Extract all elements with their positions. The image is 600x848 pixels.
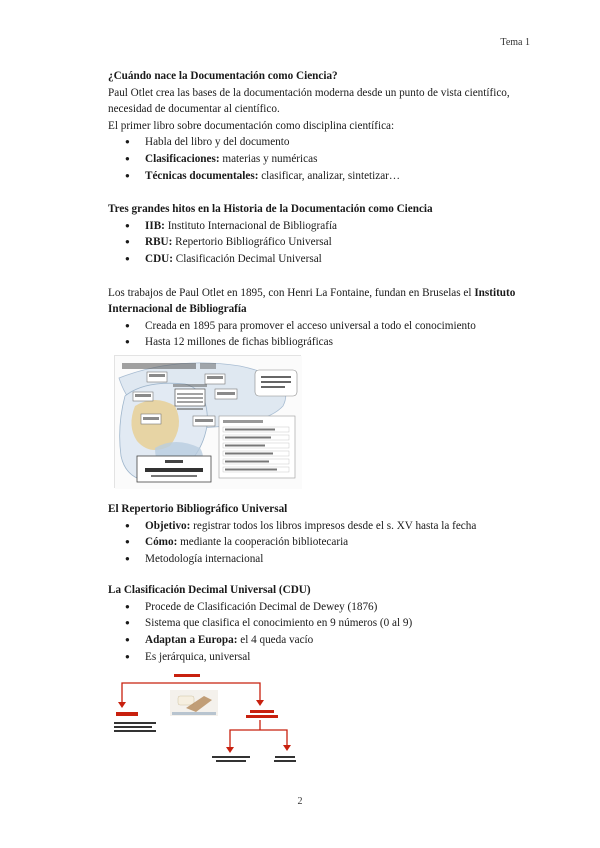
item-bold: RBU: [145, 236, 173, 249]
item-text: Instituto Internacional de Bibliografía [164, 219, 338, 232]
bullet-list [108, 218, 538, 268]
section-heading: La Clasificación Decimal Universal (CDU) [108, 584, 311, 597]
item-bold: Técnicas documentales: [145, 169, 259, 182]
cdu-diagram-figure [112, 674, 297, 776]
cdu-diagram-graphic [112, 674, 297, 776]
item-text: Es jerárquica, universal [145, 650, 251, 663]
item-text: Repertorio Bibliográfico Universal [172, 236, 332, 249]
list-item [108, 218, 538, 235]
list-item [108, 334, 538, 351]
section-heading: Tres grandes hitos en la Historia de la Documentación como Ciencia [108, 203, 433, 216]
section-heading: ¿Cuándo nace la Documentación como Ciencia? [108, 70, 338, 82]
paragraph-bold: Instituto Internacional de Bibliografía [108, 286, 516, 316]
item-bold: CDU: [145, 252, 173, 265]
bullet-list [108, 134, 538, 184]
item-text: Creada en 1895 para promover el acceso universal a todo el conocimiento [145, 319, 476, 332]
item-bold: Cómo: [145, 536, 178, 549]
item-text: Sistema que clasifica el conocimiento en 9 números (0 al 9) [145, 617, 413, 630]
list-item [108, 632, 538, 649]
iib-diagram-figure [114, 355, 301, 488]
item-text: Clasificación Decimal Universal [172, 252, 322, 265]
item-text: clasificar, analizar, sintetizar… [258, 169, 401, 182]
list-item [108, 234, 538, 251]
list-item [108, 551, 538, 568]
item-text: Hasta 12 millones de fichas bibliográficas [145, 336, 333, 349]
list-item [108, 134, 538, 151]
list-item [108, 649, 538, 666]
section-heading: El Repertorio Bibliográfico Universal [108, 502, 288, 515]
paragraph [108, 285, 538, 318]
item-text: mediante la cooperación bibliotecaria [177, 536, 349, 549]
bullet-list [108, 599, 538, 665]
item-bold: Clasificaciones: [145, 152, 220, 165]
list-item [108, 318, 538, 335]
list-item [108, 151, 538, 168]
page-number: 2 [297, 796, 303, 807]
item-bold: Objetivo: [145, 519, 191, 532]
list-item [108, 518, 538, 535]
list-item [108, 615, 538, 632]
paragraph: Paul Otlet crea las bases de la documentación moderna desde un punto de vista científico, necesidad de documentar al científico. [108, 86, 510, 116]
item-text: Procede de Clasificación Decimal de Dewey (1876) [145, 600, 378, 613]
item-text: materias y numéricas [219, 152, 318, 165]
item-bold: IIB: [145, 219, 165, 232]
list-item [108, 534, 538, 551]
item-text: Metodología internacional [145, 552, 264, 565]
list-item [108, 599, 538, 616]
bullet-list [108, 518, 538, 568]
list-item [108, 168, 538, 185]
list-item [108, 251, 538, 268]
item-text: el 4 queda vacío [237, 634, 314, 647]
bullet-list [108, 318, 538, 351]
item-text: Habla del libro y del documento [145, 136, 290, 149]
page-header: Tema 1 [500, 37, 530, 48]
paragraph: El primer libro sobre documentación como disciplina científica: [108, 119, 395, 132]
iib-diagram-graphic [115, 356, 302, 489]
item-bold: Adaptan a Europa: [145, 634, 238, 647]
item-text: registrar todos los libros impresos desde el s. XV hasta la fecha [190, 519, 477, 532]
paragraph-text: Los trabajos de Paul Otlet en 1895, con Henri La Fontaine, fundan en Bruselas el [108, 286, 475, 299]
